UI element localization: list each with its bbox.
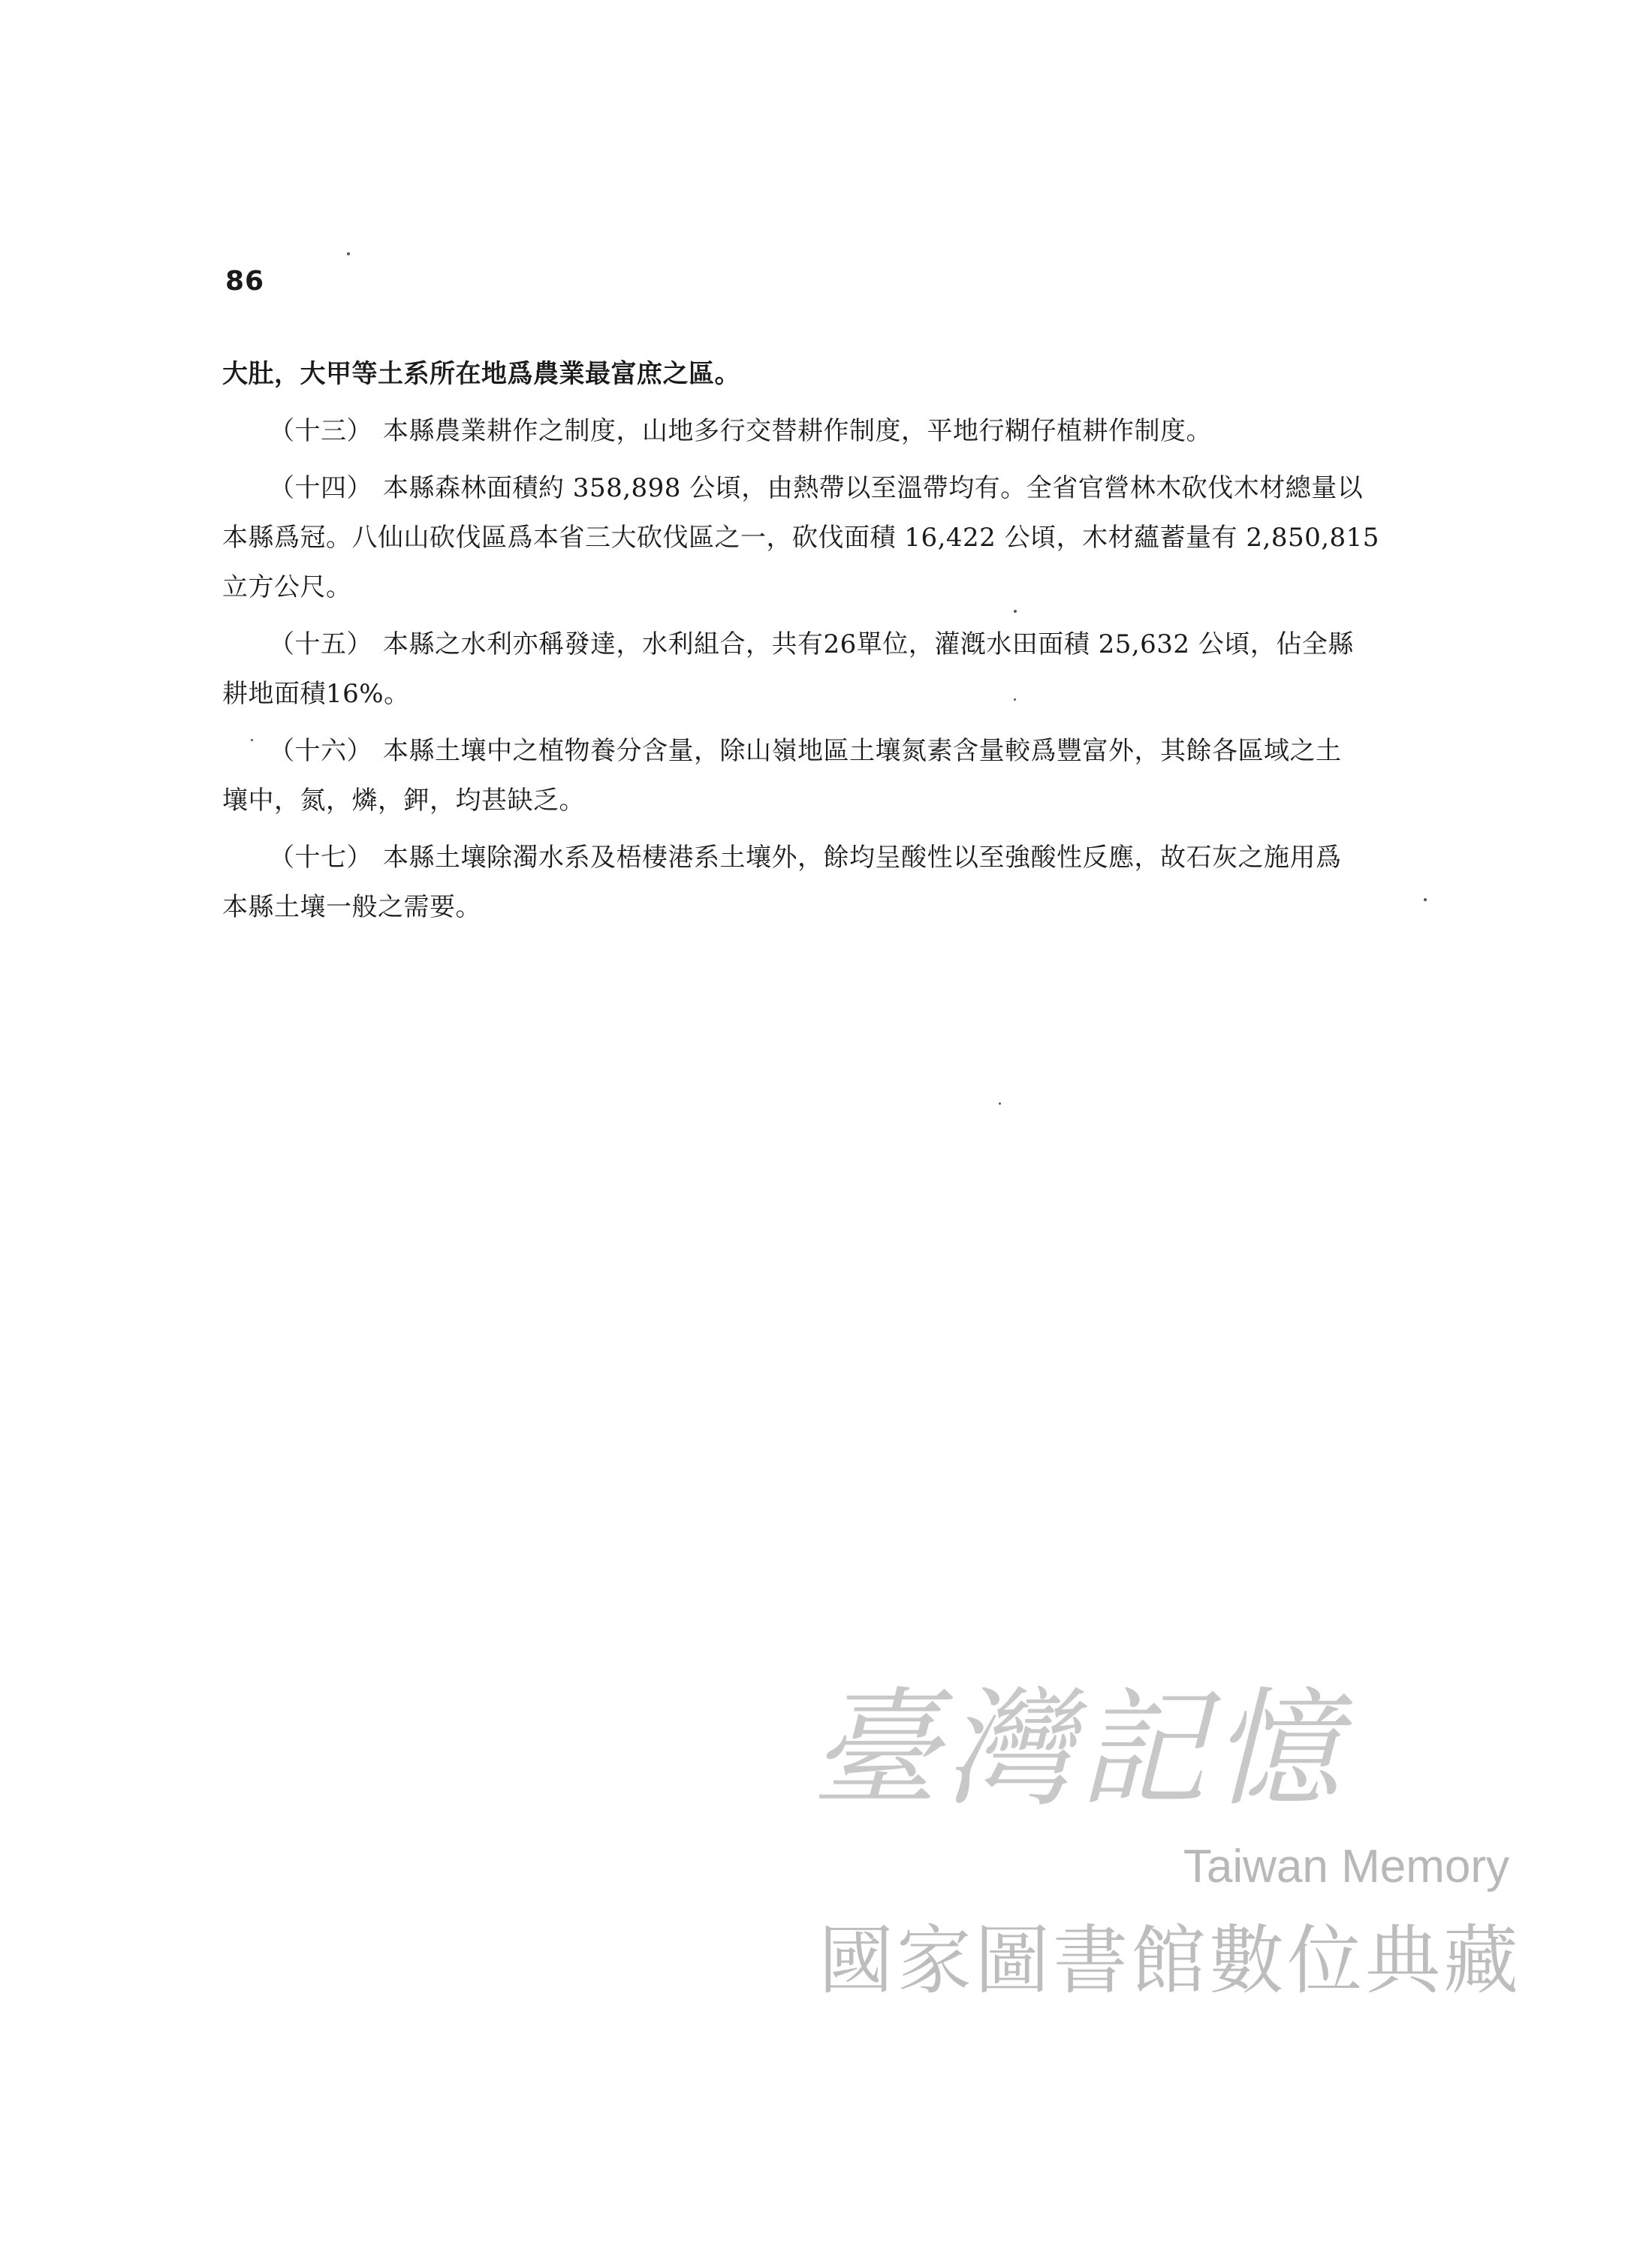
paragraph-14 (222, 473, 1424, 602)
scan-speck (1014, 698, 1016, 701)
paragraph-label: （十七） (269, 843, 372, 873)
paragraph-line: 本縣土壤一般之需要。 (222, 892, 481, 922)
paragraph-17 (222, 843, 1424, 922)
paragraph-15 (222, 629, 1424, 709)
scan-speck (999, 1102, 1001, 1105)
paragraph-label: （十五） (269, 629, 372, 659)
watermark (796, 1675, 1532, 2004)
paragraph-13 (222, 416, 1424, 446)
watermark-organization: 國家圖書館數位典藏 (818, 1917, 1521, 2004)
paragraph-line: 壤中，氮，燐，鉀，均甚缺乏。 (222, 786, 585, 816)
scan-speck (347, 252, 350, 255)
paragraph-label: （十六） (269, 736, 372, 766)
paragraph-line: 本縣爲冠。八仙山砍伐區爲本省三大砍伐區之一，砍伐面積 16,422 公頃，木材蘊蓄量有 2,850,815 (222, 523, 1379, 553)
paragraph-line: 本縣土壤除濁水系及梧棲港系土壤外，餘均呈酸性以至強酸性反應，故石灰之施用爲 (383, 843, 1342, 873)
paragraph-line: 本縣土壤中之植物養分含量，除山嶺地區土壤氮素含量較爲豐富外，其餘各區域之土 (383, 736, 1342, 766)
paragraph-16 (222, 736, 1424, 816)
page-number: 86 (225, 266, 265, 297)
paragraph-line: 本縣農業耕作之制度，山地多行交替耕作制度，平地行糊仔植耕作制度。 (383, 416, 1212, 446)
paragraph-line: 本縣之水利亦稱發達，水利組合，共有26單位，灌漑水田面積 25,632 公頃，佔全縣 (383, 629, 1354, 659)
paragraph-label: （十三） (269, 416, 372, 446)
continuation-line: 大肚，大甲等土系所在地爲農業最富庶之區。 (222, 359, 740, 389)
paragraph-line: 立方公尺。 (222, 572, 352, 602)
paragraph-line: 本縣森林面積約 358,898 公頃，由熱帶以至溫帶均有。全省官營林木砍伐木材總量以 (383, 473, 1364, 503)
watermark-english: Taiwan Memory (1183, 1841, 1509, 1893)
paragraph-label: （十四） (269, 473, 372, 503)
scan-speck (1424, 898, 1427, 901)
scan-speck (251, 739, 253, 741)
paragraph-line: 耕地面積16%。 (222, 679, 410, 709)
body-text (222, 359, 1424, 949)
watermark-calligraphy: 臺灣記憶 (811, 1675, 1346, 1824)
scan-speck (1014, 610, 1017, 613)
